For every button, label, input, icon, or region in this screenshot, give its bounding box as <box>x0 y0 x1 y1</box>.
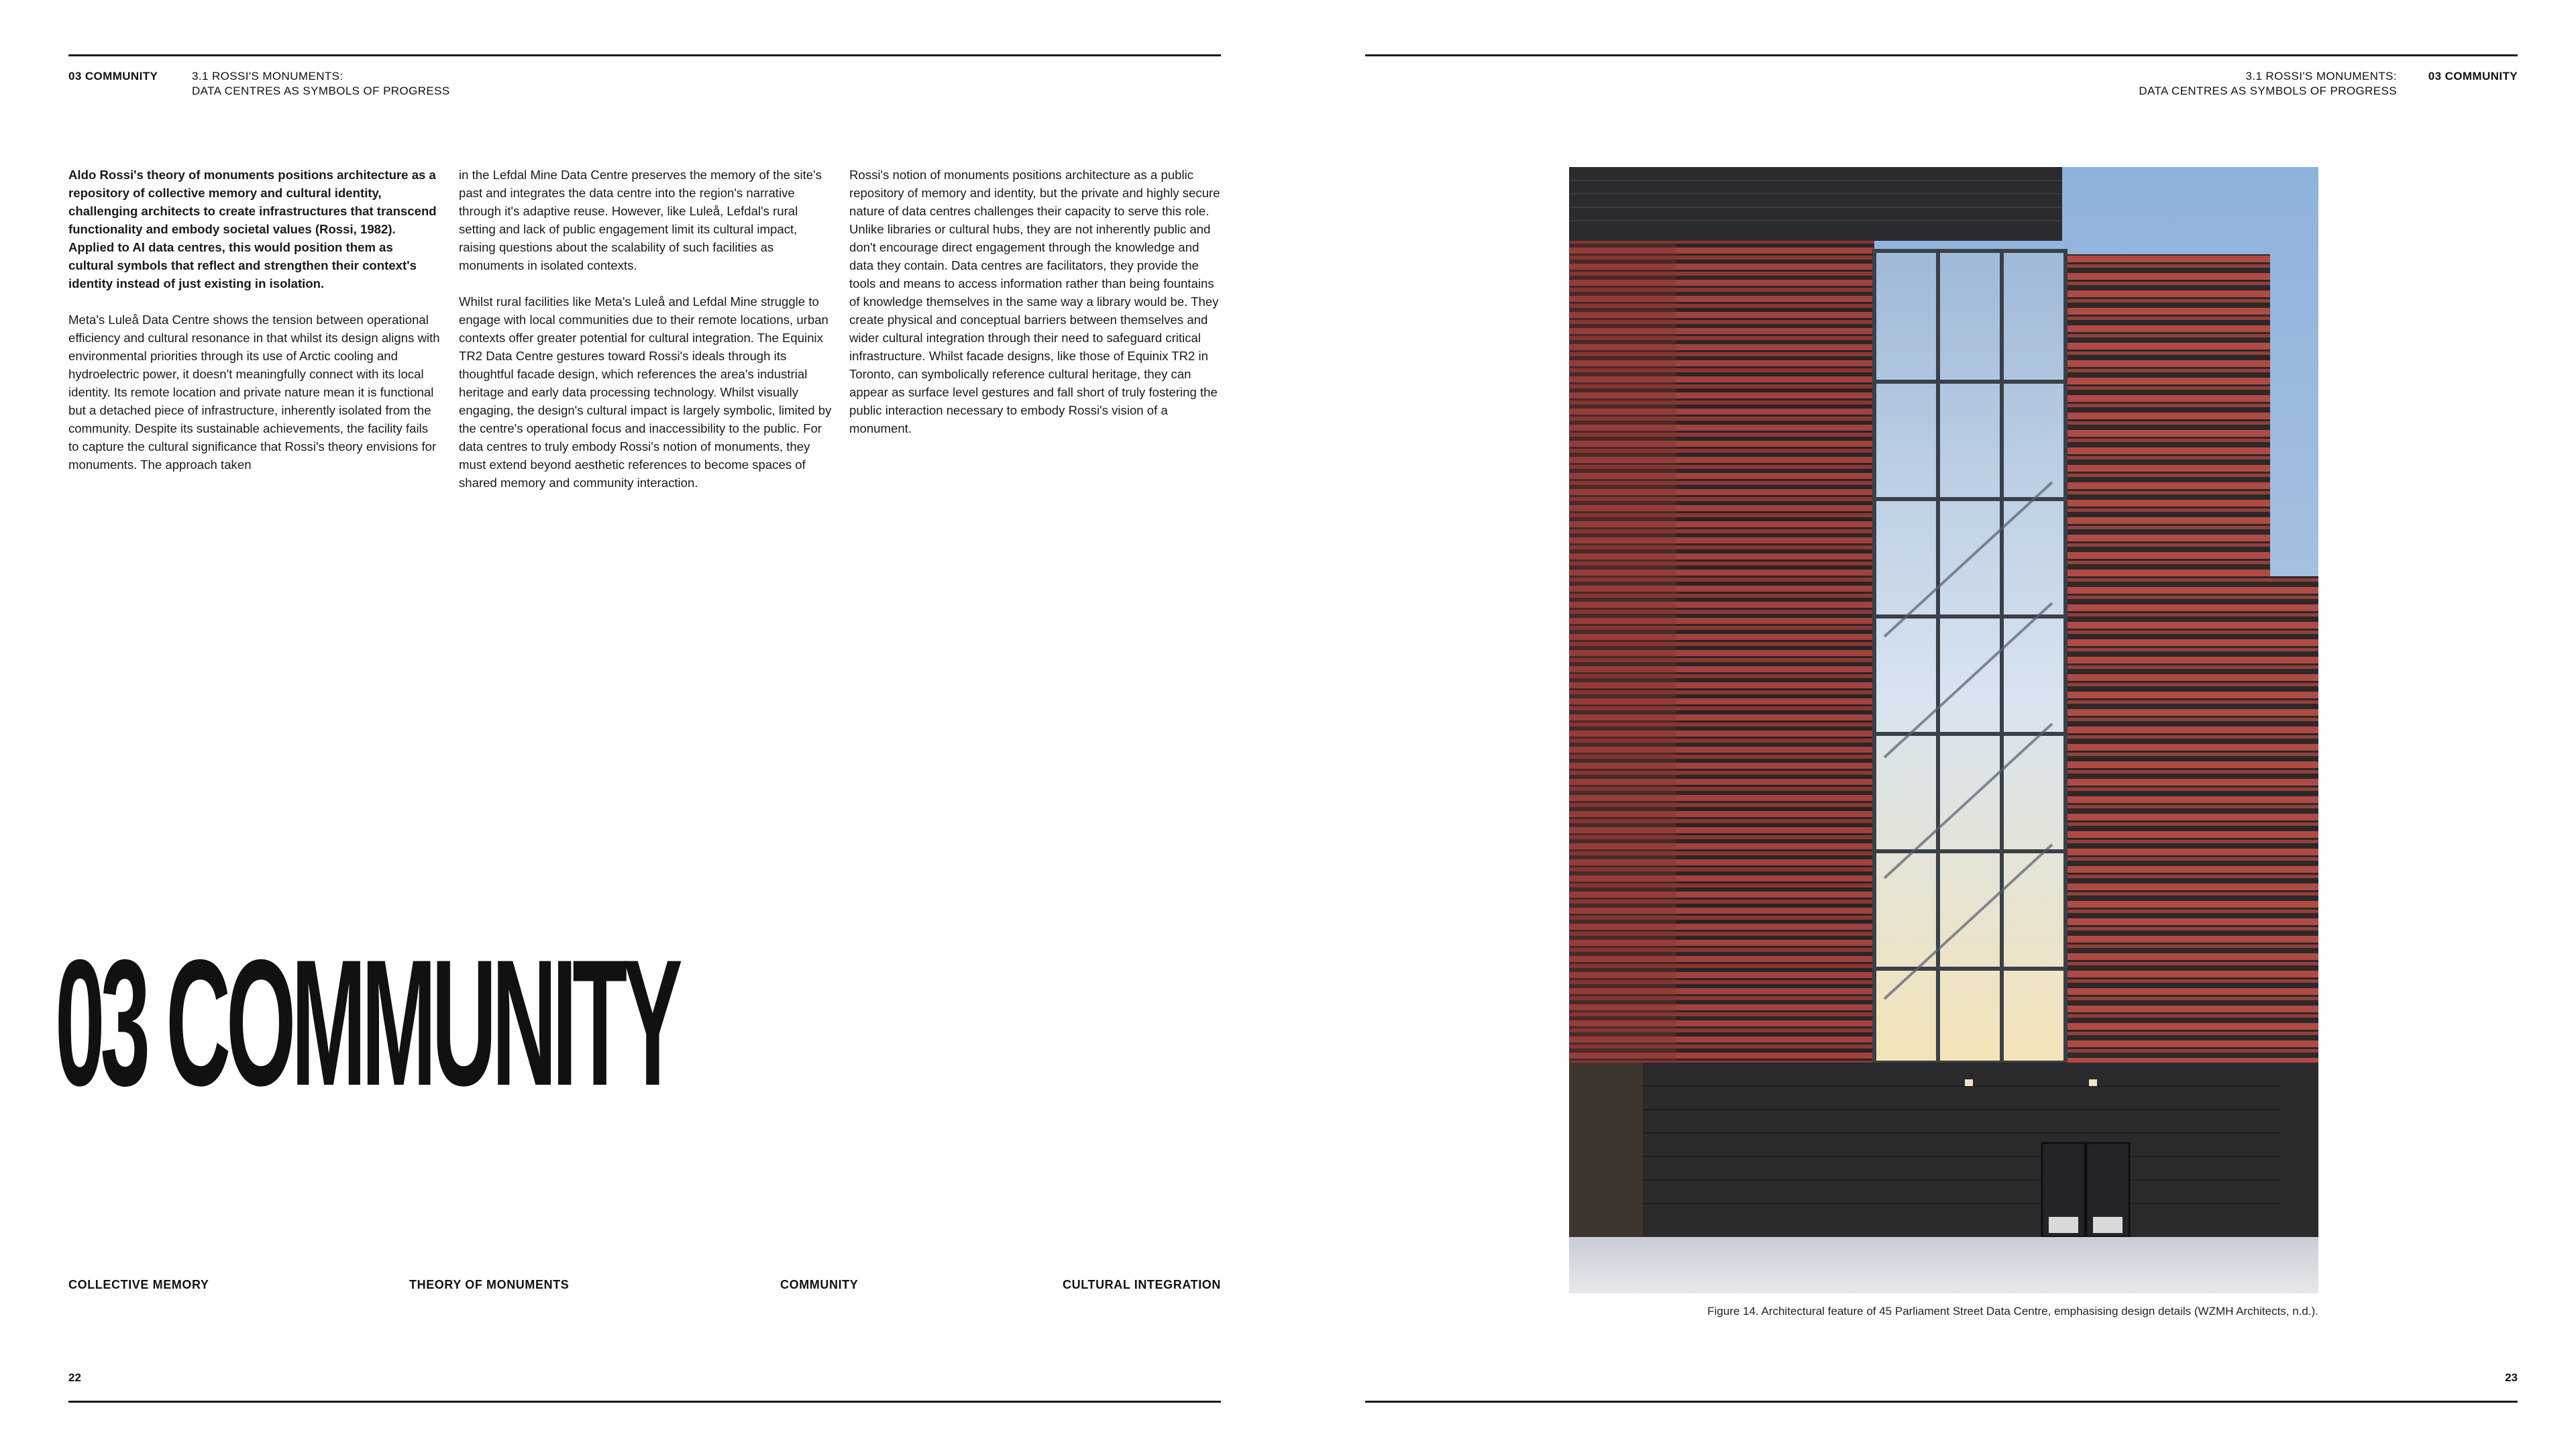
page-number-left: 22 <box>68 1371 81 1384</box>
top-rule-right <box>1365 54 2518 56</box>
bottom-rule-right <box>1365 1401 2518 1403</box>
keyword-cultural-integration: CULTURAL INTEGRATION <box>1063 1278 1221 1291</box>
body-paragraph: Meta's Luleå Data Centre shows the tension between operational efficiency and cultural resonance in that whilst its design aligns with environmental priorities through its use of Arctic cooling and hydroelectric power, it doesn't meaningfully connect with its local identity. Its remote location and private nature mean it is functional but a detached piece of infrastructure, inherently isolated from the community. Despite its sustainable achievements, the facility fails to capture the cultural significance that Rossi's theory envisions for monuments. The approach taken <box>68 313 440 472</box>
text-column-3 <box>849 166 1222 455</box>
running-header-subsection-left: 3.1 ROSSI'S MONUMENTS: DATA CENTRES AS SYMBOLS OF PROGRESS <box>192 70 450 97</box>
body-paragraph: Whilst rural facilities like Meta's Luleå and Lefdal Mine struggle to engage with local communities due to their remote locations, urban contexts offer greater potential for cultural integration. The Equinix TR2 Data Centre gestures toward Rossi's ideals through its thoughtful facade design, which references the area's industrial heritage and early data processing technology. Whilst visually engaging, the design's cultural impact is largely symbolic, limited by the centre's operational focus and inaccessibility to the public. For data centres to truly embody Rossi's notion of monuments, they must extend beyond aesthetic references to become spaces of shared memory and community interaction. <box>459 294 832 490</box>
bottom-rule-left <box>68 1401 1221 1403</box>
keyword-collective-memory: COLLECTIVE MEMORY <box>68 1278 209 1291</box>
running-header-section-right: 03 COMMUNITY <box>2428 70 2518 83</box>
page-number-right: 23 <box>2505 1371 2518 1384</box>
data-centre-facade-photo <box>1569 167 2318 1293</box>
lead-paragraph: Aldo Rossi's theory of monuments positions architecture as a repository of collective memory and cultural identity, challenging architects to create infrastructures that transcend functionality and embody societal values (Rossi, 1982). Applied to AI data centres, this would position them as cultural symbols that reflect and strengthen their context's identity instead of just existing in isolation. <box>68 168 437 290</box>
text-column-2 <box>459 166 832 510</box>
body-paragraph: Rossi's notion of monuments positions architecture as a public repository of memory and identity, but the private and highly secure nature of data centres challenges their capacity to serve this role. Unlike libraries or cultural hubs, they are not inherently public and don't encourage direct engagement through the knowledge and data they contain. Data centres are facilitators, they provide the tools and means to access information rather than being fountains of knowledge themselves in the same way a library would be. They create physical and conceptual barriers between themselves and wider cultural integration through their need to safeguard critical infrastructure. Whilst facade designs, like those of Equinix TR2 in Toronto, can symbolically reference cultural heritage, they can appear as surface level gestures and fall short of truly fostering the public interaction necessary to embody Rossi's vision of a monument. <box>849 168 1220 435</box>
figure-caption: Figure 14. Architectural feature of 45 Parliament Street Data Centre, emphasising design details (WZMH Architects, n.d.). <box>1707 1305 2318 1318</box>
text-column-1 <box>68 166 441 492</box>
body-paragraph: in the Lefdal Mine Data Centre preserves the memory of the site's past and integrates the data centre into the region's narrative through it's adaptive reuse. However, like Luleå, Lefdal's rural setting and lack of public engagement limit its cultural impact, raising questions about the scalability of such facilities as monuments in isolated contexts. <box>459 168 822 272</box>
running-header-subsection-right: 3.1 ROSSI'S MONUMENTS: DATA CENTRES AS SYMBOLS OF PROGRESS <box>2139 70 2397 97</box>
keyword-community: COMMUNITY <box>780 1278 859 1291</box>
section-title: 03 COMMUNITY <box>55 922 678 1123</box>
top-rule-left <box>68 54 1221 56</box>
running-header-section-left: 03 COMMUNITY <box>68 70 158 83</box>
keyword-theory-of-monuments: THEORY OF MONUMENTS <box>409 1278 570 1291</box>
